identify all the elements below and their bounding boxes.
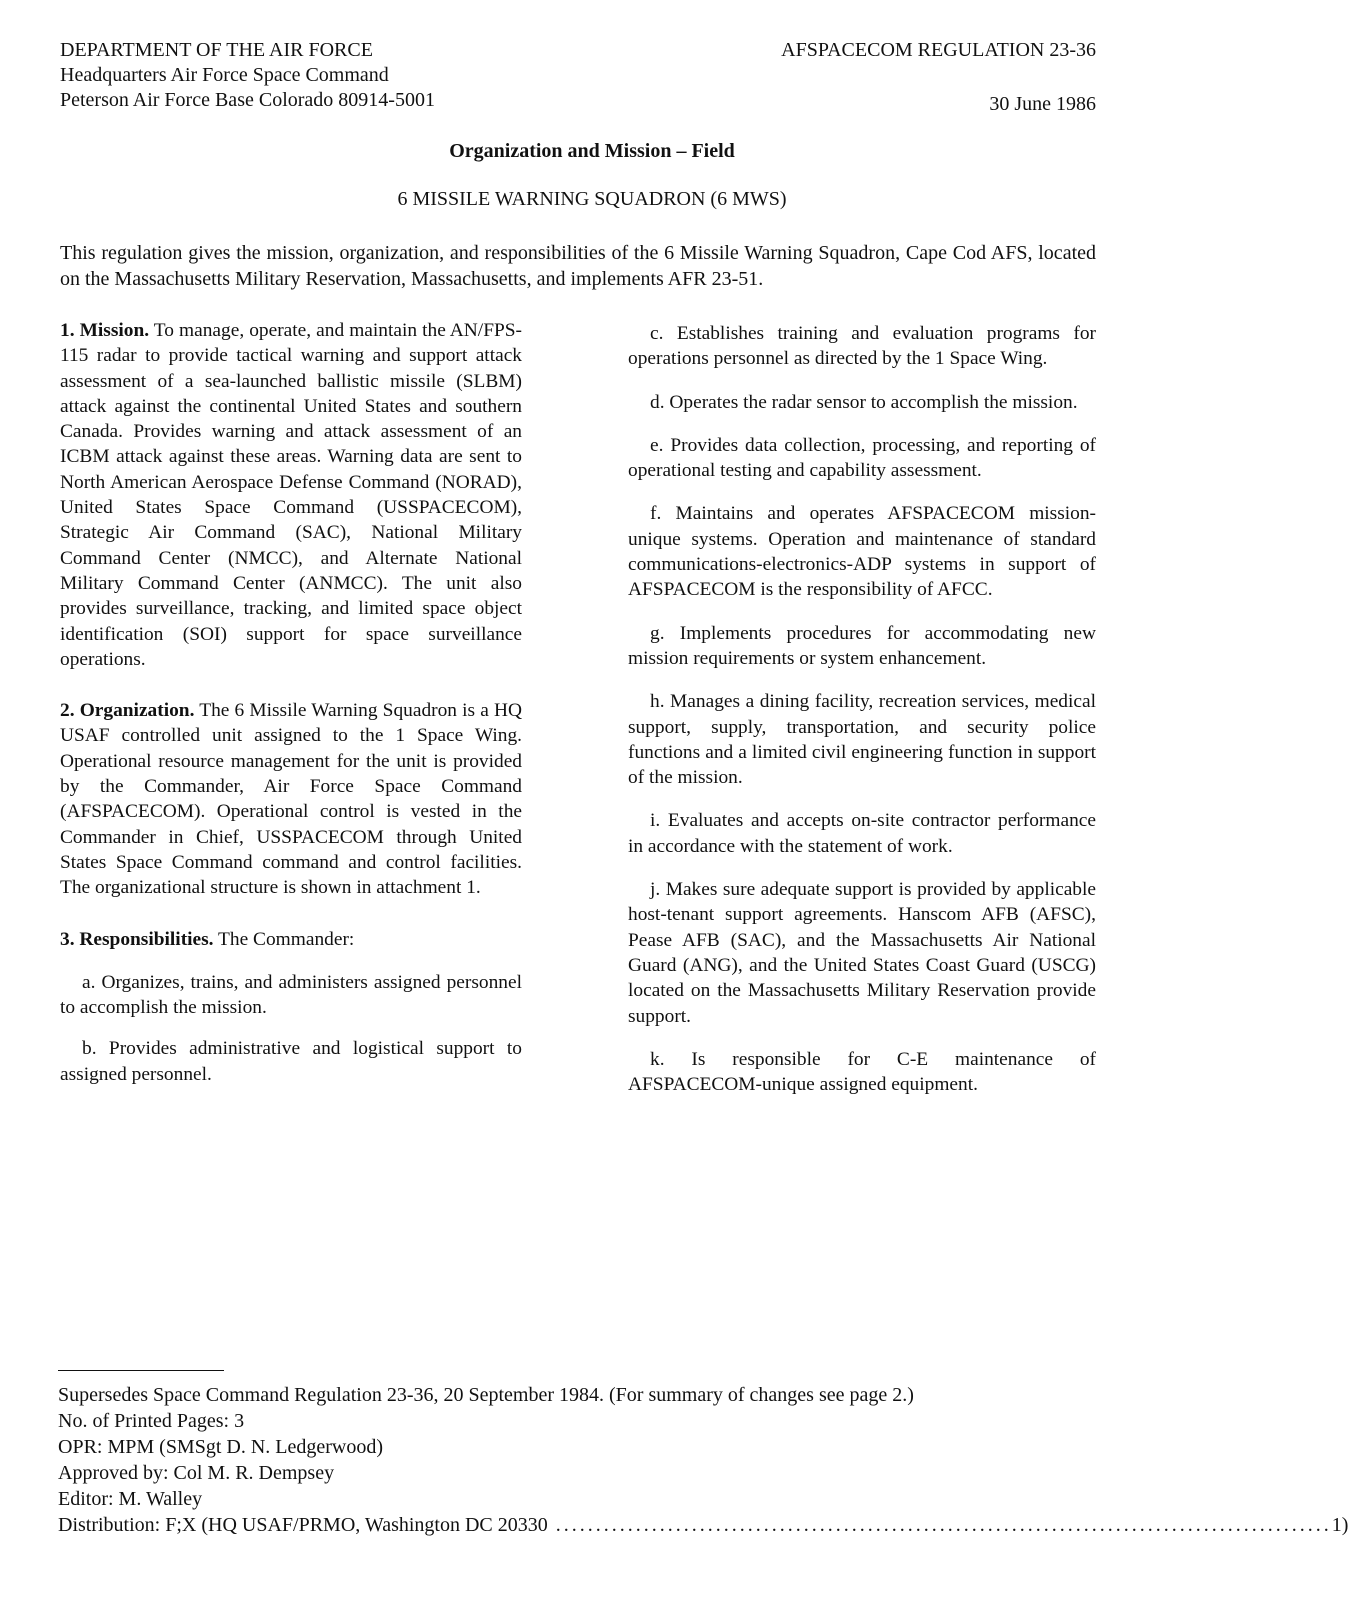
responsibility-item: b. Provides administrative and logistical support to assigned personnel.	[60, 1038, 522, 1085]
responsibility-item: c. Establishes training and evaluation programs for operations personnel as directed by the 1 Space Wing.	[628, 323, 1096, 370]
responsibilities-text: The Commander:	[218, 928, 355, 950]
unit-title: 6 MISSILE WARNING SQUADRON (6 MWS)	[397, 188, 787, 210]
footnote-divider	[58, 1370, 224, 1371]
approved-by: Approved by: Col M. R. Dempsey	[58, 1462, 335, 1484]
responsibility-item: d. Operates the radar sensor to accomplish the mission.	[650, 391, 1078, 413]
intro-paragraph: This regulation gives the mission, organization, and responsibilities of the 6 Missile Warning Squadron, Cape Cod AFS, located on the Massachusetts Military Reservation, Massachusetts, and implements AFR 23-51.	[60, 242, 1096, 290]
organization-text: The 6 Missile Warning Squadron is a HQ USAF controlled unit assigned to the 1 Space Wing. Operational resource management for the unit is provided by the Commander, Air Force Space Command (AFSPACECOM). Operational control is vested in the Commander in Chief, USSPACECOM through United States Space Command command and control facilities. The organizational structure is shown in attachment 1.	[60, 700, 522, 899]
mission-heading: 1. Mission.	[60, 320, 150, 341]
left-column	[60, 318, 522, 1103]
leader-dots: .................................................................................................	[547, 1514, 1332, 1536]
responsibilities-heading: 3. Responsibilities.	[60, 928, 214, 950]
editor-line: Editor: M. Walley	[58, 1488, 203, 1510]
responsibility-item: a. Organizes, trains, and administers assigned personnel to accomplish the mission.	[60, 971, 522, 1019]
footer-block	[58, 1382, 1348, 1538]
responsibility-item: k. Is responsible for C-E maintenance of AFSPACECOM-unique assigned equipment.	[628, 1048, 1096, 1096]
mission-section	[60, 318, 522, 672]
printed-pages: No. of Printed Pages: 3	[58, 1410, 245, 1432]
responsibility-item: j. Makes sure adequate support is provided by applicable host-tenant support agreements. Hanscom AFB (AFSC), Pease AFB (SAC), and the Massachusetts Air National Guard (ANG), and the United States Coast Guard (USCG) located on the Massachusetts Military Reservation provide support.	[628, 879, 1096, 1027]
organization-section	[60, 698, 522, 900]
distribution-line	[58, 1512, 1348, 1538]
headquarters-line: Headquarters Air Force Space Command	[60, 64, 389, 86]
organization-heading: 2. Organization.	[60, 700, 195, 722]
regulation-date: 30 June 1986	[989, 93, 1096, 115]
department-line: DEPARTMENT OF THE AIR FORCE	[60, 39, 373, 61]
distribution-text: Distribution: F;X (HQ USAF/PRMO, Washington DC 20330	[58, 1514, 548, 1536]
supersedes-note: Supersedes Space Command Regulation 23-36, 20 September 1984. (For summary of changes see page 2.)	[58, 1384, 914, 1406]
issuing-organization	[60, 38, 435, 113]
responsibility-item: e. Provides data collection, processing, and reporting of operational testing and capability assessment.	[628, 434, 1096, 482]
distribution-count: 1)	[1331, 1514, 1348, 1536]
responsibility-item: h. Manages a dining facility, recreation services, medical support, supply, transportation, and security police functions and a limited civil engineering function in support of the mission.	[628, 691, 1096, 789]
opr-line: OPR: MPM (SMSgt D. N. Ledgerwood)	[58, 1436, 384, 1458]
regulation-number: AFSPACECOM REGULATION 23-36	[781, 39, 1096, 61]
responsibilities-section	[60, 927, 522, 952]
responsibility-item: g. Implements procedures for accommodating new mission requirements or system enhancement.	[628, 622, 1096, 669]
responsibility-item: i. Evaluates and accepts on-site contractor performance in accordance with the statement of work.	[628, 810, 1096, 857]
subject-title: Organization and Mission – Field	[449, 140, 735, 162]
mission-text: To manage, operate, and maintain the AN/FPS-115 radar to provide tactical warning and support attack assessment of a sea-launched ballistic missile (SLBM) attack against the continental United States and southern Canada. Provides warning and attack assessment of an ICBM attack against these areas. Warning data are sent to North American Aerospace Defense Command (NORAD), United States Space Command (USSPACECOM), Strategic Air Command (SAC), National Military Command Center (NMCC), and Alternate National Military Command Center (ANMCC). The unit also provides surveillance, tracking, and limited space object identification (SOI) support for space surveillance operations.	[60, 320, 522, 670]
responsibility-item: f. Maintains and operates AFSPACECOM mission-unique systems. Operation and maintenance of standard communications-electronics-ADP systems in support of AFSPACECOM is the responsibility of AFCC.	[628, 503, 1096, 601]
address-line: Peterson Air Force Base Colorado 80914-5001	[60, 89, 435, 111]
right-column	[628, 321, 1096, 1115]
